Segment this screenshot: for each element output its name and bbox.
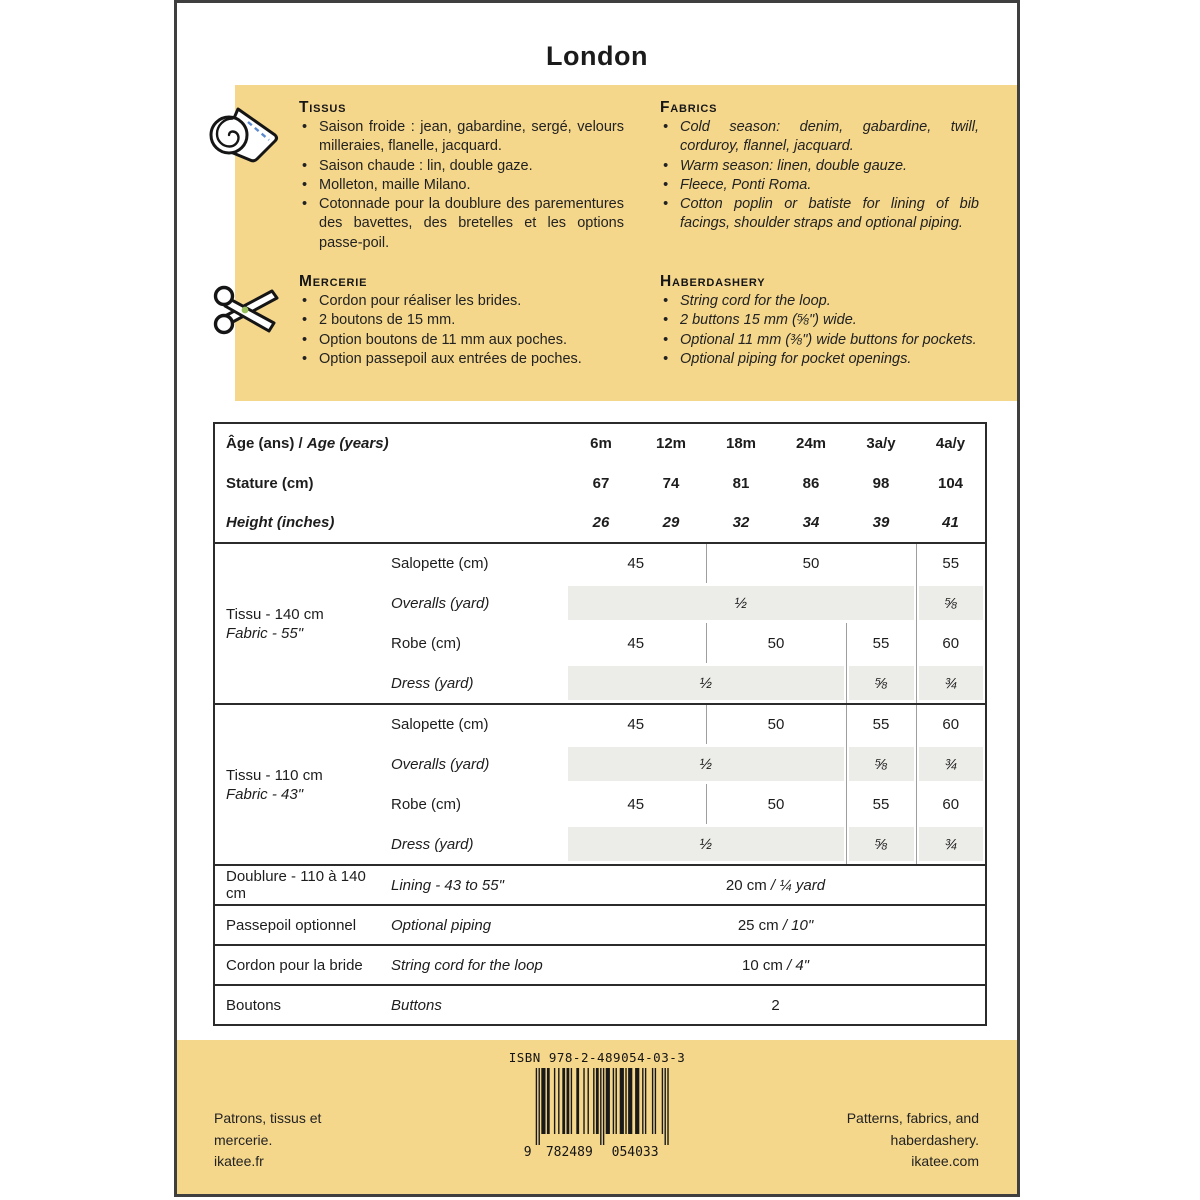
size-column-header: 4a/y	[935, 435, 966, 452]
garment-label: Salopette (cm)	[391, 555, 489, 572]
fabric-110-section	[214, 704, 986, 865]
yardage-cell: ⅝	[916, 583, 986, 623]
yardage-cell: 50	[706, 784, 846, 824]
stature-label: Stature (cm)	[226, 474, 314, 492]
svg-text:782489: 782489	[545, 1145, 593, 1160]
yardage-cell: 55	[916, 543, 986, 583]
size-column-header: 18m	[725, 435, 757, 452]
extra-value: 20 cm / ¼ yard	[725, 876, 826, 894]
haberdashery-heading: Haberdashery	[660, 273, 766, 291]
footer-line: Patterns, fabrics, and	[846, 1110, 979, 1126]
size-column-header: 3a/y	[866, 435, 896, 452]
yardage-cell: ⅝	[846, 824, 916, 865]
footer-line: haberdashery.	[890, 1131, 979, 1148]
stature-row	[214, 463, 986, 503]
size-requirements-table	[213, 422, 987, 1026]
yardage-cell: ¾	[916, 824, 986, 865]
yardage-cell: 55	[846, 784, 916, 824]
list-item: • Cordon pour réaliser les brides.	[299, 292, 624, 311]
extra-label-en: Lining - 43 to 55"	[391, 876, 504, 894]
pattern-back-sheet	[174, 0, 1020, 1197]
ean13-barcode	[521, 1068, 672, 1160]
extra-label-fr: Boutons	[226, 996, 282, 1014]
stature-value: 67	[592, 474, 610, 492]
yardage-cell: 60	[916, 704, 986, 744]
footer-line: Patrons, tissus et	[214, 1110, 322, 1126]
yardage-cell: 45	[627, 716, 645, 733]
height-value: 29	[662, 514, 680, 531]
barcode	[509, 1050, 686, 1165]
garment-label: Overalls (yard)	[391, 594, 490, 612]
list-item: • Saison chaude : lin, double gaze.	[299, 157, 624, 176]
extra-value: 25 cm / 10"	[737, 916, 814, 934]
fabric-110-label: Tissu - 110 cm Fabric - 43"	[226, 766, 323, 803]
yardage-cell: 50	[706, 623, 846, 663]
fabric-140-section	[214, 543, 986, 704]
extra-label-fr: Cordon pour la bride	[226, 956, 363, 974]
yardage-cell: 55	[846, 704, 916, 744]
height-value: 39	[872, 514, 890, 531]
list-item: • 2 buttons 15 mm (⅝") wide.	[660, 311, 979, 330]
footer-tagline-fr	[214, 1108, 321, 1173]
section-mercerie	[235, 273, 630, 369]
list-item: • Cotonnade pour la doublure des parementures des bavettes, des bretelles et les options passe-poil.	[299, 195, 624, 253]
fabric-140-label: Tissu - 140 cm Fabric - 55"	[226, 605, 324, 642]
website-fr: ikatee.fr	[214, 1153, 264, 1169]
yardage-cell: ¾	[916, 663, 986, 704]
height-value: 26	[592, 514, 610, 531]
table-row	[214, 945, 986, 985]
list-item: • Optional 11 mm (⅜") wide buttons for pockets.	[660, 331, 979, 350]
table-row	[214, 543, 986, 583]
haberdashery-list	[660, 292, 979, 369]
fabrics-heading: Fabrics	[660, 99, 718, 116]
mercerie-heading: Mercerie	[299, 273, 368, 291]
fabric-roll-icon	[205, 101, 285, 165]
pattern-title: London	[546, 41, 648, 71]
stature-value: 81	[732, 474, 750, 492]
garment-label: Robe (cm)	[391, 795, 462, 813]
extras-section	[214, 865, 986, 1025]
svg-text:054033: 054033	[611, 1145, 659, 1160]
height-label: Height (inches)	[226, 514, 335, 531]
stature-value: 98	[872, 474, 890, 492]
tissus-heading: Tissus	[299, 99, 347, 116]
section-fabrics	[630, 99, 1017, 253]
isbn-label: ISBN 978-2-489054-03-3	[508, 1050, 686, 1065]
size-column-header: 12m	[655, 435, 687, 452]
list-item: • Fleece, Ponti Roma.	[660, 176, 979, 195]
table-row	[214, 905, 986, 945]
list-item: • 2 boutons de 15 mm.	[299, 311, 624, 330]
yardage-cell: ⅝	[846, 744, 916, 784]
age-label: Âge (ans) / Age (years)	[226, 435, 389, 452]
yardage-cell: 45	[627, 634, 645, 652]
size-column-header: 24m	[795, 435, 827, 452]
list-item: • Saison froide : jean, gabardine, sergé, velours milleraies, flanelle, jacquard.	[299, 118, 624, 157]
scissors-icon	[211, 281, 283, 341]
website-en: ikatee.com	[911, 1153, 979, 1169]
yardage-cell: 60	[916, 623, 986, 663]
tissus-list	[299, 118, 624, 253]
table-row	[214, 985, 986, 1025]
yardage-cell: 45	[627, 555, 645, 572]
stature-value: 86	[802, 474, 820, 492]
yardage-cell: 50	[706, 704, 846, 744]
table-header-rows	[214, 423, 986, 543]
stature-value: 74	[662, 474, 680, 492]
yardage-cell: 45	[627, 795, 645, 813]
list-item: • Cotton poplin or batiste for lining of bib facings, shoulder straps and optional piping.	[660, 195, 979, 234]
list-item: • Cold season: denim, gabardine, twill, corduroy, flannel, jacquard.	[660, 118, 979, 157]
yardage-cell: ½	[566, 583, 916, 623]
height-value: 34	[802, 514, 820, 531]
table-row	[214, 704, 986, 744]
table-row	[214, 865, 986, 905]
extra-label-en: String cord for the loop	[391, 956, 543, 974]
stature-value: 104	[937, 474, 964, 492]
list-item: • String cord for the loop.	[660, 292, 979, 311]
section-haberdashery	[630, 273, 1017, 369]
garment-label: Dress (yard)	[391, 835, 474, 853]
footer-band	[177, 1040, 1017, 1194]
mercerie-list	[299, 292, 624, 369]
height-value: 32	[732, 514, 750, 531]
garment-label: Salopette (cm)	[391, 716, 489, 733]
yardage-cell: ½	[566, 824, 846, 865]
age-row	[214, 423, 986, 463]
garment-label: Overalls (yard)	[391, 755, 490, 773]
height-row	[214, 503, 986, 543]
list-item: • Option passepoil aux entrées de poches.	[299, 350, 624, 369]
extra-value: 10 cm / 4"	[741, 956, 810, 974]
yardage-cell: 55	[846, 623, 916, 663]
garment-label: Dress (yard)	[391, 674, 474, 692]
list-item: • Optional piping for pocket openings.	[660, 350, 979, 369]
extra-value: 2	[771, 996, 780, 1014]
size-column-header: 6m	[590, 435, 612, 452]
yardage-cell: 60	[916, 784, 986, 824]
section-tissus	[235, 99, 630, 253]
footer-tagline-en	[847, 1108, 979, 1173]
extra-label-fr: Doublure - 110 à 140 cm	[226, 868, 366, 902]
yardage-cell: 50	[706, 543, 916, 583]
extra-label-fr: Passepoil optionnel	[226, 916, 357, 934]
materials-info-box	[235, 85, 1017, 401]
garment-label: Robe (cm)	[391, 634, 462, 652]
height-value: 41	[942, 514, 959, 531]
list-item: • Molleton, maille Milano.	[299, 176, 624, 195]
svg-text:9: 9	[523, 1145, 532, 1160]
footer-line: mercerie.	[214, 1131, 273, 1148]
extra-label-en: Optional piping	[391, 916, 492, 934]
list-item: • Option boutons de 11 mm aux poches.	[299, 331, 624, 350]
yardage-cell: ½	[566, 744, 846, 784]
yardage-cell: ½	[566, 663, 846, 704]
yardage-cell: ¾	[916, 744, 986, 784]
extra-label-en: Buttons	[391, 996, 442, 1014]
fabrics-list	[660, 118, 979, 234]
list-item: • Warm season: linen, double gauze.	[660, 157, 979, 176]
yardage-cell: ⅝	[846, 663, 916, 704]
